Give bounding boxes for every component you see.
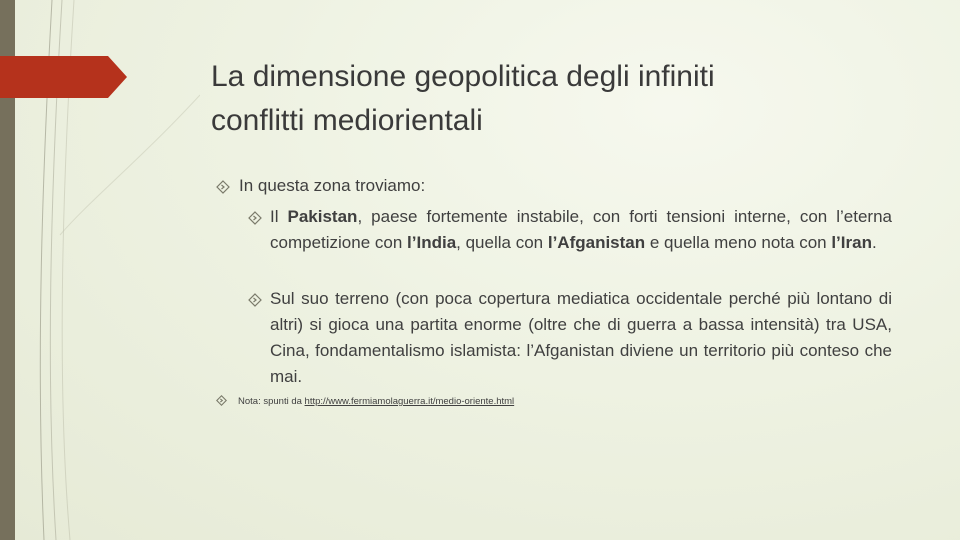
source-link[interactable]: http://www.fermiamolaguerra.it/medio-oriente.html — [304, 396, 515, 407]
pakistan-bold: Pakistan — [287, 207, 358, 226]
bullet-intro — [239, 173, 889, 199]
afganistan-text: Sul suo terreno (con poca copertura mediatica occidentale perché più lontano di altri) si gioca una partita enorme (oltre che di guerra a bassa intensità) tra USA, Cina, fondamentalismo islamista: l’Afganistan diviene un territorio più conteso che mai. — [270, 289, 892, 386]
bullet-intro-text: In questa zona troviamo: — [239, 176, 426, 195]
diamond-bullet-icon — [216, 395, 227, 406]
india-bold: l’India — [407, 233, 457, 252]
bullet-afganistan — [270, 286, 892, 390]
source-note — [238, 395, 514, 409]
accent-arrow-shape — [0, 56, 128, 98]
diamond-bullet-icon — [216, 180, 230, 194]
diamond-bullet-icon — [248, 211, 262, 225]
diamond-bullet-icon — [248, 293, 262, 307]
iran-bold: l’Iran — [831, 233, 872, 252]
pakistan-text-3: , quella con — [456, 233, 548, 252]
title-line-1: La dimensione geopolitica degli infiniti — [211, 60, 715, 93]
pakistan-text-2: , paese fortemente instabile, con forti tensioni interne, con l’eterna competizione con — [270, 207, 892, 252]
title-line-2: conflitti mediorientali — [211, 104, 483, 137]
pakistan-text-5: . — [871, 233, 877, 252]
afganistan-bold: l’Afganistan — [547, 233, 646, 252]
page-title — [211, 55, 911, 143]
note-label: Nota: spunti da — [238, 396, 305, 407]
pakistan-text-4: e quella meno nota con — [645, 233, 832, 252]
pakistan-text-1: Il — [270, 207, 288, 226]
bullet-pakistan — [270, 204, 892, 256]
